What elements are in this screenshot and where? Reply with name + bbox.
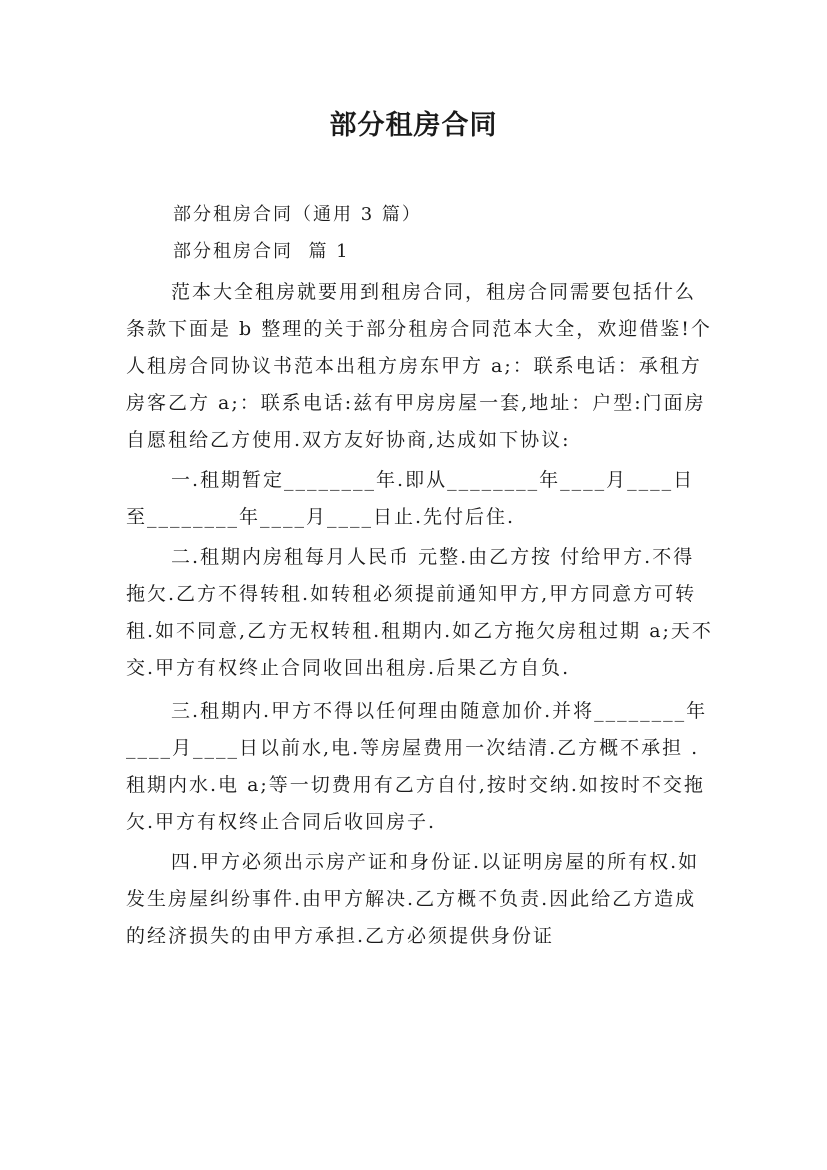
paragraph-clause-3: 三.租期内.甲方不得以任何理由随意加价.并将________年____月____日以前水,电.等房屋费用一次结清.乙方概不承担 .租期内水.电 a;等一切费用有乙方自付,按时交纳.如按时不交拖欠.甲方有权终止合同后收回房子. [126, 700, 708, 833]
document-body [126, 274, 714, 955]
paragraph-intro: 范本大全租房就要用到租房合同，租房合同需要包括什么条款下面是 b 整理的关于部分租房合同范本大全，欢迎借鉴!个人租房合同协议书范本出租方房东甲方 a;：联系电话：承租方房客乙方 a;：联系电话:兹有甲房房屋一套,地址：户型:门面房自愿租给乙方使用.双方友好协商,达成如下协议: [126, 281, 712, 451]
document-subtitle: 部分租房合同（通用 3 篇） [173, 204, 422, 225]
paragraph-clause-1: 一.租期暂定________年.即从________年____月____日至________年____月____日止.先付后住. [126, 469, 695, 528]
section-heading: 部分租房合同 篇 1 [173, 241, 350, 262]
paragraph-clause-2: 二.租期内房租每月人民币 元整.由乙方按 付给甲方.不得拖欠.乙方不得转租.如转租必须提前通知甲方,甲方同意方可转租.如不同意,乙方无权转租.租期内.如乙方拖欠房租过期 a;天不交.甲方有权终止合同收回出租房.后果乙方自负. [126, 546, 713, 679]
paragraph-clause-4: 四.甲方必须出示房产证和身份证.以证明房屋的所有权.如发生房屋纠纷事件.由甲方解决.乙方概不负责.因此给乙方造成的经济损失的由甲方承担.乙方必须提供身份证 [126, 851, 700, 947]
document-title: 部分租房合同 [329, 110, 498, 141]
